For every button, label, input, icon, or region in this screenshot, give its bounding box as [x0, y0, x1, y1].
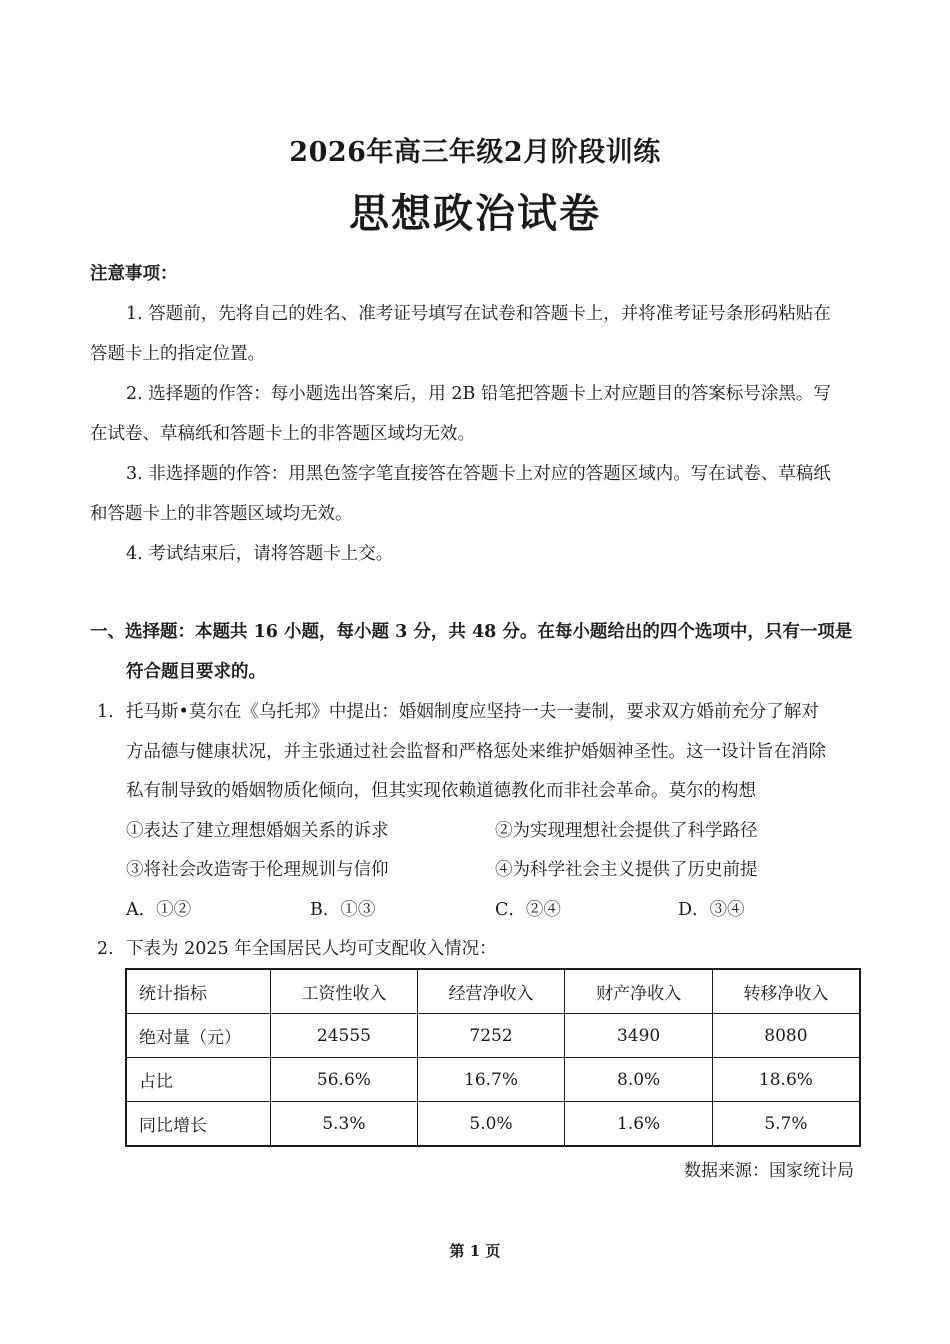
table-cell: 占比 — [126, 1058, 271, 1102]
section-heading-line-1: 一、选择题：本题共 16 小题，每小题 3 分，共 48 分。在每小题给出的四个选项中，只有一项是 — [90, 622, 853, 642]
statement-3: ③将社会改造寄于伦理规训与信仰 — [126, 860, 389, 880]
table-header-cell: 财产净收入 — [565, 969, 713, 1014]
notice-heading: 注意事项： — [90, 264, 178, 284]
table-row — [126, 1058, 860, 1102]
table-header-cell: 工资性收入 — [271, 969, 418, 1014]
table-cell: 绝对量（元） — [126, 1014, 271, 1058]
option-a: A．①② — [126, 900, 192, 920]
table-cell: 56.6% — [271, 1058, 418, 1102]
notice-item-2-line-2: 在试卷、草稿纸和答题卡上的非答题区域均无效。 — [90, 424, 475, 444]
income-table — [125, 968, 861, 1147]
exam-title: 2026年高三年级2月阶段训练 — [289, 137, 661, 168]
question-1-line-1: 托马斯•莫尔在《乌托邦》中提出：婚姻制度应坚持一夫一妻制，要求双方婚前充分了解对 — [126, 702, 819, 722]
table-cell: 同比增长 — [126, 1102, 271, 1147]
table-row — [126, 1102, 860, 1147]
question-1-number: 1. — [97, 702, 114, 722]
notice-item-2-line-1: 2. 选择题的作答：每小题选出答案后，用 2B 铅笔把答题卡上对应题目的答案标号涂黑。写 — [126, 384, 831, 404]
notice-item-1-line-2: 答题卡上的指定位置。 — [90, 344, 265, 364]
table-header-cell: 转移净收入 — [712, 969, 860, 1014]
option-c: C．②④ — [495, 900, 561, 920]
section-heading-line-2: 符合题目要求的。 — [126, 662, 266, 682]
statement-2: ②为实现理想社会提供了科学路径 — [495, 821, 758, 841]
table-cell: 8080 — [712, 1014, 860, 1058]
notice-item-4: 4. 考试结束后，请将答题卡上交。 — [126, 544, 394, 564]
table-cell: 5.3% — [271, 1102, 418, 1147]
table-cell: 7252 — [417, 1014, 565, 1058]
question-2-number: 2. — [97, 939, 114, 959]
page-number: 第 1 页 — [449, 1242, 501, 1260]
table-cell: 24555 — [271, 1014, 418, 1058]
question-2-intro: 下表为 2025 年全国居民人均可支配收入情况： — [126, 939, 497, 959]
table-cell: 1.6% — [565, 1102, 713, 1147]
option-d: D．③④ — [678, 900, 745, 920]
option-b: B．①③ — [310, 900, 376, 920]
notice-item-3-line-1: 3. 非选择题的作答：用黑色签字笔直接答在答题卡上对应的答题区域内。写在试卷、草稿纸 — [126, 464, 831, 484]
table-header-row — [126, 969, 860, 1014]
table-cell: 3490 — [565, 1014, 713, 1058]
statement-4: ④为科学社会主义提供了历史前提 — [495, 860, 758, 880]
table-cell: 16.7% — [417, 1058, 565, 1102]
table-header-cell: 经营净收入 — [417, 969, 565, 1014]
table-cell: 18.6% — [712, 1058, 860, 1102]
notice-item-3-line-2: 和答题卡上的非答题区域均无效。 — [90, 504, 353, 524]
subject-title: 思想政治试卷 — [349, 190, 601, 237]
table-row — [126, 1014, 860, 1058]
notice-item-1-line-1: 1. 答题前，先将自己的姓名、准考证号填写在试卷和答题卡上，并将准考证号条形码粘贴在 — [126, 304, 831, 324]
data-source: 数据来源：国家统计局 — [684, 1161, 854, 1181]
statement-1: ①表达了建立理想婚姻关系的诉求 — [126, 821, 389, 841]
table-cell: 5.0% — [417, 1102, 565, 1147]
table-cell: 5.7% — [712, 1102, 860, 1147]
question-1-line-3: 私有制导致的婚姻物质化倾向，但其实现依赖道德教化而非社会革命。莫尔的构想 — [126, 781, 756, 801]
table-header-cell: 统计指标 — [126, 969, 271, 1014]
question-1-line-2: 方品德与健康状况，并主张通过社会监督和严格惩处来维护婚姻神圣性。这一设计旨在消除 — [126, 742, 826, 762]
table-cell: 8.0% — [565, 1058, 713, 1102]
